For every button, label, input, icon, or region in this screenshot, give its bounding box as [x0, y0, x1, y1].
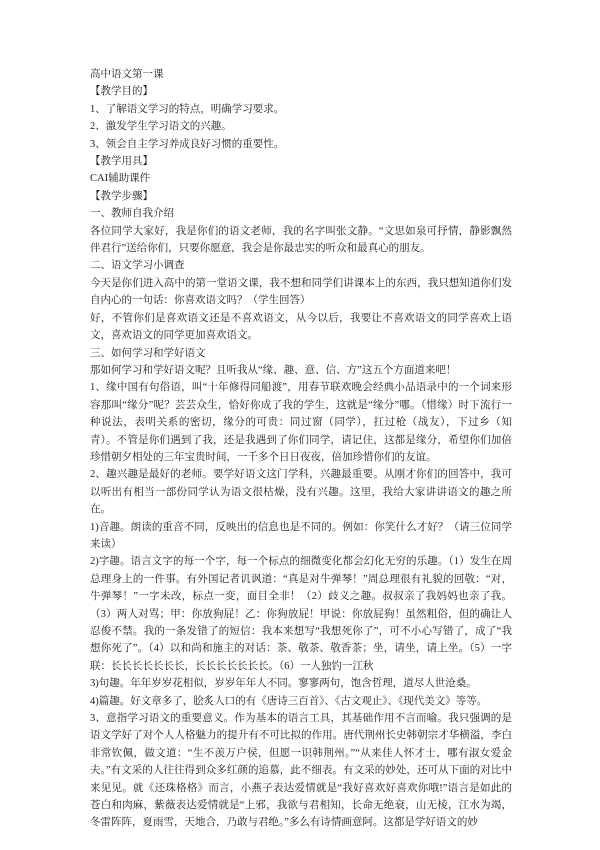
step3-yuan-paragraph: 1、缘中国有句俗语，叫“十年修得同船渡”，用春节联欢晚会经典小品语录中的一个词来形容那叫“缘分”呢？芸芸众生，恰好你成了我的学生，这就是“缘分”哪。（惜缘）时下流行一种说法，表明关系的密切，缘分的可贵：同过窗（同学），扛过枪（战友），下过乡（知青）。不管是你们遇到了我，还是我遇到了你们同学，请记住，这都是缘分，希望你们加倍珍惜朝夕相处的三年宝贵时间，一千多个日日夜夜，倍加珍惜你们的友谊。: [90, 382, 512, 463]
qu-item-juqu: 3)句趣。年年岁岁花相似，岁岁年年人不同。寥寥两句，饱含哲理，道尽人世沧桑。: [90, 678, 477, 690]
heading-teaching-steps: 【教学步骤】: [90, 190, 153, 202]
heading-teaching-tools: 【教学用具】: [90, 156, 153, 168]
step3-qu-paragraph: 2、趣兴趣是最好的老师。要学好语文这门学科，兴趣最重要。从刚才你们的回答中，我可以听出有相当一部份同学认为语文很枯燥，没有兴趣。这里，我给大家讲讲语文的趣之所在。: [90, 469, 512, 516]
teaching-tools-content: CAI辅助课件: [90, 173, 151, 185]
step1-paragraph: 各位同学大家好，我是你们的语文老师，我的名字叫张文静。“文思如泉可抒情，静影飘然伴君行”送给你们，只要你愿意，我会是你最忠实的听众和最真心的朋友。: [90, 225, 512, 255]
heading-teaching-aims: 【教学目的】: [90, 86, 153, 98]
qu-item-pianqu: 4)篇趣。好文章多了，脍炙人口的有《唐诗三百首》、《古文观止》、《现代美文》等等。: [90, 695, 488, 707]
step1-heading: 一、教师自我介绍: [90, 208, 174, 220]
qu-item-ziqu: 2)字趣。语言文字的每一个字，每一个标点的细微变化都会幻化无穷的乐趣。（1）发生在周总理身上的一件事。有外国记者讥讽道：“真是对牛弹琴！”周总理很有礼貌的回敬：“对，牛弹琴！”一字未改，标点一变，面目全非！（2）歧义之趣。叔叔亲了我妈妈也亲了我。（3）两人对骂；甲：你放狗屁！乙：你狗放屁！甲说：你放屁狗！虽然粗俗，但的确让人忍俊不禁。我的一条发错了的短信：我本来想写“我想死你了”，可不小心写错了，成了“我想你死了”。（4）以和尚和施主的对话：茶、敬茶、敬香茶；坐，请坐，请上坐。（5）一字联：长长长长长长长，长长长长长长长。（6）一人独钓一江秋: [90, 556, 512, 672]
document-title: 高中语文第一课: [90, 69, 164, 80]
aim-item-2: 2、激发学生学习语文的兴趣。: [90, 121, 232, 133]
step3-yi-paragraph: 3、意指学习语文的重要意义。作为基本的语言工具，其基础作用不言而喻。我只强调的是语文学好了对个人人格魅力的提升有不可比拟的作用。唐代荆州长史韩朝宗才华横溢，李白非常钦佩，做文道：“生不羡万户侯，但愿一识韩荆州。”“从来佳人怀才士，哪有淑女爱金夫。”有文采的人往往得到众多红颜的追慕，此不细表。有文采的妙处，还可从下面的对比中来见见。就《还珠格格》而言，小燕子表达爱情就是“我好喜欢好喜欢你哦!”语言是如此的苍白和肉麻，紫薇表达爱情就是“上邪，我欲与君相知，长命无绝衰，山无棱，江水为竭，冬雷阵阵，夏雨雪，天地合，乃敢与君绝。”多么有诗情画意阿。这都是学好语文的妙: [90, 713, 512, 829]
step2-paragraph-1: 今天是你们进入高中的第一堂语文课，我不想和同学们讲课本上的东西，我只想知道你们发自内心的一句话：你喜欢语文吗？（学生回答）: [90, 277, 512, 307]
aim-item-3: 3、领会自主学习养成良好习惯的重要性。: [90, 138, 285, 150]
step3-heading: 三、如何学习和学好语文: [90, 347, 206, 359]
step2-paragraph-2: 好，不管你们是喜欢语文还是不喜欢语文，从今以后，我要让不喜欢语文的同学喜欢上语文，喜欢语文的同学更加喜欢语文。: [90, 312, 512, 342]
aim-item-1: 1、了解语文学习的特点，明确学习要求。: [90, 103, 285, 115]
step2-heading: 二、语文学习小调查: [90, 260, 185, 272]
qu-item-yinqu: 1)音趣。朗读的重音不同，反映出的信息也是不同的。例如：你笑什么才好？（请三位同学来读）: [90, 521, 512, 550]
step3-intro: 那如何学习和学好语文呢？且听我从“缘、趣、意、信、方”这五个方面道来吧！: [90, 364, 457, 376]
